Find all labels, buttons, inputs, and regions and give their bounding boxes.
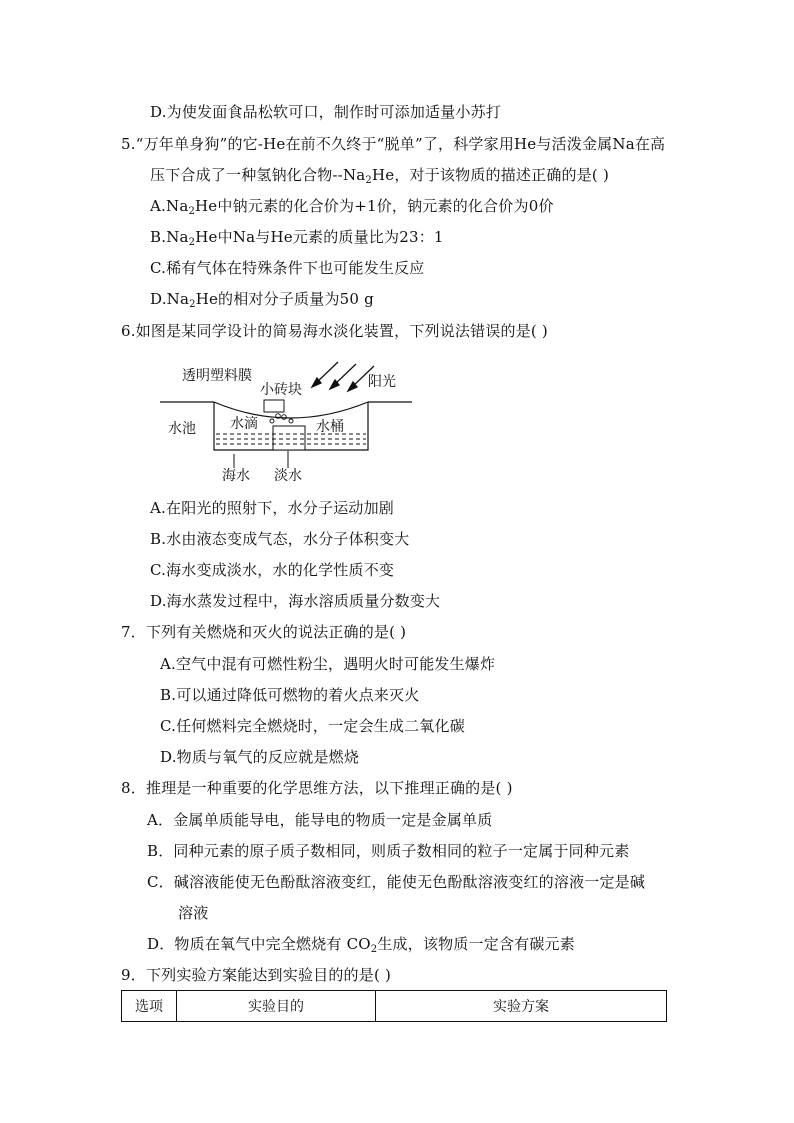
q8-option-c-line1: C．碱溶液能使无色酚酞溶液变红，能使无色酚酞溶液变红的溶液一定是碱 — [147, 873, 646, 891]
q6-option-c: C.海水变成淡水，水的化学性质不变 — [150, 561, 395, 579]
q9-stem: 9．下列实验方案能达到实验目的的是( ) — [121, 966, 392, 984]
q7-option-b: B.可以通过降低可燃物的着火点来灭火 — [160, 686, 420, 704]
q8-stem: 8．推理是一种重要的化学思维方法，以下推理正确的是( ) — [121, 779, 513, 797]
label-film: 透明塑料膜 — [182, 368, 252, 384]
q9-table-header-row — [122, 991, 667, 1022]
desalination-diagram — [160, 358, 420, 482]
bucket-shape — [273, 426, 305, 450]
label-droplet: 水滴 — [230, 416, 258, 432]
q7-option-c: C.任何燃料完全燃烧时，一定会生成二氧化碳 — [160, 717, 465, 735]
sunlight-arrows — [312, 362, 374, 391]
q6-option-d: D.海水蒸发过程中，海水溶质质量分数变大 — [150, 592, 441, 610]
droplet-2 — [282, 415, 287, 420]
q4-option-d: D.为使发面食品松软可口，制作时可添加适量小苏打 — [150, 103, 502, 121]
q9-header-purpose: 实验目的 — [177, 991, 376, 1022]
q8-option-d: D．物质在氧气中完全燃烧有 $CO_2$生成，该物质一定含有碳元素 — [147, 935, 575, 955]
droplet-3 — [270, 419, 274, 423]
q7-stem: 7．下列有关燃烧和灭火的说法正确的是( ) — [121, 623, 407, 641]
q7-option-a: A.空气中混有可燃性粉尘，遇明火时可能发生爆炸 — [160, 655, 496, 673]
q5-stem-line1: 5.“万年单身狗”的它-He在前不久终于“脱单”了，科学家用He与活泼金属Na在高 — [121, 135, 666, 153]
q9-table — [121, 990, 667, 1022]
q7-option-d: D.物质与氧气的反应就是燃烧 — [160, 748, 360, 766]
label-seawater: 海水 — [222, 468, 250, 482]
q8-option-a: A．金属单质能导电，能导电的物质一定是金属单质 — [147, 811, 493, 829]
label-bucket: 水桶 — [316, 419, 344, 435]
q5-option-b: $B.Na_2He$中Na与He元素的质量比为23：1 — [150, 228, 444, 248]
q5-option-c: C.稀有气体在特殊条件下也可能发生反应 — [150, 259, 425, 277]
q5-stem-line2: 压下合成了一种氢钠化合物$--Na_2He$，对于该物质的描述正确的是( ) — [150, 166, 610, 186]
q6-stem: 6.如图是某同学设计的简易海水淡化装置，下列说法错误的是( ) — [121, 322, 548, 340]
droplet-4 — [289, 419, 293, 423]
q5-option-d: $D.Na_2He$的相对分子质量为50 g — [150, 290, 374, 310]
q6-option-a: A.在阳光的照射下，水分子运动加剧 — [150, 499, 395, 517]
label-pool: 水池 — [168, 421, 196, 437]
label-freshwater: 淡水 — [274, 468, 302, 482]
q5-option-a: $A.Na_2He$中钠元素的化合价为+1价，钠元素的化合价为0价 — [150, 197, 554, 217]
brick-shape — [264, 400, 284, 412]
q8-option-b: B．同种元素的原子质子数相同，则质子数相同的粒子一定属于同种元素 — [147, 842, 630, 860]
q6-option-b: B.水由液态变成气态，水分子体积变大 — [150, 530, 410, 548]
q9-header-plan: 实验方案 — [376, 991, 667, 1022]
label-sun: 阳光 — [368, 374, 396, 390]
label-brick: 小砖块 — [260, 382, 302, 398]
q8-option-c-line2: 溶液 — [178, 904, 209, 922]
q9-header-option: 选项 — [122, 991, 177, 1022]
